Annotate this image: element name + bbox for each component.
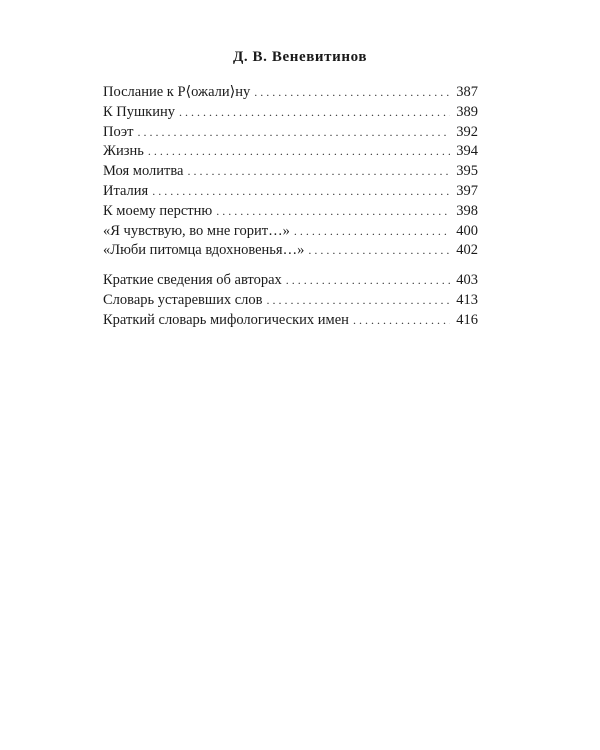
toc-entry bbox=[103, 222, 478, 242]
dot-leader bbox=[308, 241, 450, 261]
toc-entry-title: Краткие сведения об авторах bbox=[103, 272, 282, 288]
dot-leader bbox=[353, 311, 450, 331]
toc-entry-page: 403 bbox=[456, 272, 478, 288]
toc-poems-list bbox=[103, 83, 478, 261]
toc-entry-page: 387 bbox=[456, 84, 478, 100]
dot-leader bbox=[266, 291, 450, 311]
dot-leader bbox=[179, 103, 450, 123]
toc-entry-title: «Люби питомца вдохновенья…» bbox=[103, 242, 305, 259]
toc-entry-page: 398 bbox=[456, 202, 478, 219]
toc-entry-title: Жизнь bbox=[103, 143, 144, 160]
dot-leader bbox=[152, 182, 450, 202]
toc-entry bbox=[103, 142, 478, 162]
toc-entry-page: 392 bbox=[456, 123, 478, 140]
toc-entry-page: 400 bbox=[456, 222, 478, 239]
toc-entry bbox=[103, 291, 478, 311]
toc-entry-title: Краткий словарь мифологических имен bbox=[103, 311, 349, 328]
toc-entry bbox=[103, 241, 478, 261]
toc-entry bbox=[103, 162, 478, 182]
dot-leader bbox=[137, 123, 450, 143]
toc-entry bbox=[103, 103, 478, 123]
toc-entry-title: К Пушкину bbox=[103, 103, 175, 120]
toc-entry-page: 416 bbox=[456, 311, 478, 328]
toc-entry-page: 413 bbox=[456, 291, 478, 308]
dot-leader bbox=[254, 83, 450, 103]
toc-entry-page: 389 bbox=[456, 103, 478, 120]
toc-entry bbox=[103, 311, 478, 331]
toc-entry-title: Италия bbox=[103, 182, 149, 199]
toc-entry bbox=[103, 83, 478, 103]
toc-entry-page: 395 bbox=[456, 163, 478, 180]
dot-leader bbox=[216, 202, 450, 222]
toc-entry-title: Словарь устаревших слов bbox=[103, 291, 263, 308]
toc-entry bbox=[103, 182, 478, 202]
dot-leader bbox=[294, 222, 450, 242]
toc-entry-page: 402 bbox=[456, 242, 478, 259]
toc-appendix-list bbox=[103, 271, 478, 330]
toc-entry-title: Поэт bbox=[103, 123, 134, 140]
toc-entry-title: К моему перстню bbox=[103, 202, 213, 219]
toc-entry bbox=[103, 271, 478, 291]
toc-entry-title: Моя молитва bbox=[103, 163, 184, 180]
toc-entry-page: 397 bbox=[456, 182, 478, 199]
toc-entry bbox=[103, 202, 478, 222]
toc-entry-page: 394 bbox=[456, 143, 478, 160]
section-title: Д. В. Веневитинов bbox=[232, 49, 368, 65]
dot-leader bbox=[148, 142, 450, 162]
toc-entry-title: «Я чувствую, во мне горит…» bbox=[103, 222, 290, 239]
toc-entry-title: Послание к Р⟨ожали⟩ну bbox=[103, 84, 251, 100]
dot-leader bbox=[286, 271, 450, 291]
toc-entry bbox=[103, 123, 478, 143]
dot-leader bbox=[187, 162, 450, 182]
